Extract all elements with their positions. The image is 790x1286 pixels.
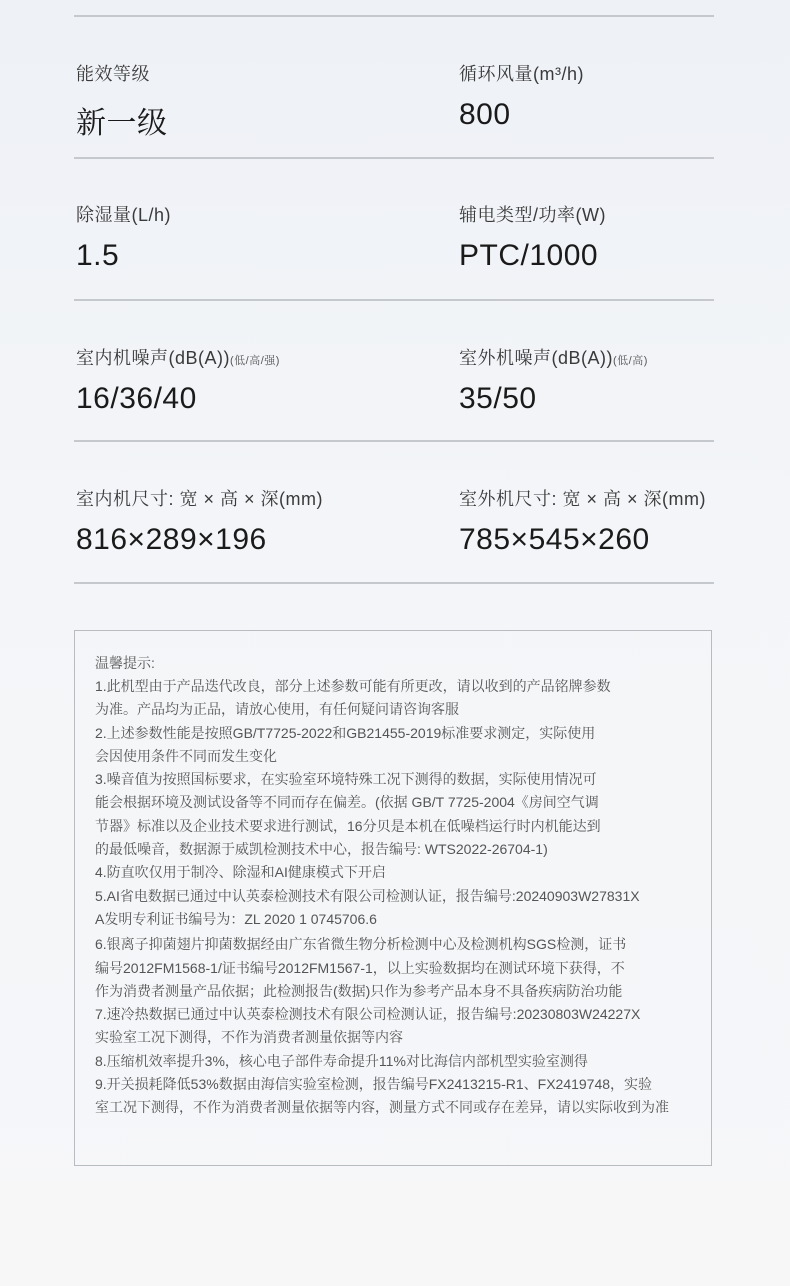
note-line: 能会根据环境及测试设备等不同而存在偏差。(依据 GB/T 7725-2004《房间空气调 <box>95 794 599 811</box>
row-divider <box>74 299 714 301</box>
notes-title: 温馨提示: <box>95 655 155 671</box>
spec-label: 除湿量(L/h) <box>76 205 172 225</box>
notes-list <box>95 675 707 1120</box>
note-line: 室工况下测得，不作为消费者测量依据等内容，测量方式不同或存在差异，请以实际收到为准 <box>95 1099 669 1116</box>
page-bottom-background <box>0 1181 790 1286</box>
note-line: 2.上述参数性能是按照GB/T7725-2022和GB21455-2019标准要求测定，实际使用 <box>95 724 596 741</box>
notes-box <box>74 630 712 1166</box>
spec-label: 室外机噪声(dB(A))(低/高) <box>459 348 648 368</box>
spec-label: 室内机噪声(dB(A))(低/高/强) <box>76 348 280 368</box>
row-divider <box>74 157 714 159</box>
spec-label: 室内机尺寸: 宽 × 高 × 深(mm) <box>76 489 324 509</box>
note-line: 6.银离子抑菌翅片抑菌数据经由广东省微生物分析检测中心及检测机构SGS检测，证书 <box>95 936 627 953</box>
spec-value: 新一级 <box>76 107 168 140</box>
note-line: 节器》标准以及企业技术要求进行测试，16分贝是本机在低噪档运行时内机能达到 <box>95 817 601 834</box>
spec-value: 16/36/40 <box>76 382 197 415</box>
spec-row-energy-airflow <box>74 60 714 200</box>
row-divider <box>74 582 714 584</box>
spec-value: 816×289×196 <box>76 523 267 556</box>
note-line: 8.压缩机效率提升3%，核心电子部件寿命提升11%对比海信内部机型实验室测得 <box>95 1052 588 1069</box>
spec-value: 35/50 <box>459 382 537 415</box>
spec-value: 1.5 <box>76 239 120 272</box>
spec-label: 室外机尺寸: 宽 × 高 × 深(mm) <box>459 489 707 509</box>
note-line: 编号2012FM1568-1/证书编号2012FM1567-1，以上实验数据均在测试环境下获得，不 <box>95 959 625 976</box>
note-line: A发明专利证书编号为：ZL 2020 1 0745706.6 <box>95 910 377 927</box>
note-line: 7.速冷热数据已通过中认英泰检测技术有限公司检测认证，报告编号:20230803W24227X <box>95 1006 641 1023</box>
note-line: 会因使用条件不同而发生变化 <box>95 747 277 764</box>
note-line: 作为消费者测量产品依据；此检测报告(数据)只作为参考产品本身不具备疾病防治功能 <box>95 982 623 999</box>
note-line: 5.AI省电数据已通过中认英泰检测技术有限公司检测认证，报告编号:20240903W27831X <box>95 887 640 904</box>
spec-value: PTC/1000 <box>459 239 599 272</box>
note-line: 1.此机型由于产品迭代改良，部分上述参数可能有所更改，请以收到的产品铭牌参数 <box>95 678 611 694</box>
spec-label: 辅电类型/功率(W) <box>459 205 606 225</box>
spec-row-dehumidify-heater <box>74 201 714 341</box>
row-divider <box>74 440 714 442</box>
note-line: 4.防直吹仅用于制冷、除湿和AI健康模式下开启 <box>95 864 386 881</box>
spec-label: 能效等级 <box>76 64 150 84</box>
note-line: 实验室工况下测得，不作为消费者测量依据等内容 <box>95 1029 403 1046</box>
spec-value: 785×545×260 <box>459 523 650 556</box>
spec-value: 800 <box>459 98 511 131</box>
note-line: 3.噪音值为按照国标要求，在实验室环境特殊工况下测得的数据，实际使用情况可 <box>95 771 597 788</box>
spec-label: 循环风量(m³/h) <box>459 64 584 84</box>
note-line: 9.开关损耗降低53%数据由海信实验室检测，报告编号FX2413215-R1、FX2419748，实验 <box>95 1076 653 1093</box>
spec-row-dimensions <box>74 485 714 625</box>
spec-row-noise <box>74 344 714 484</box>
top-divider <box>74 15 714 17</box>
note-line: 的最低噪音，数据源于威凯检测技术中心，报告编号: WTS2022-26704-1) <box>95 841 548 858</box>
note-line: 为准。产品均为正品，请放心使用，有任何疑问请咨询客服 <box>95 701 459 718</box>
